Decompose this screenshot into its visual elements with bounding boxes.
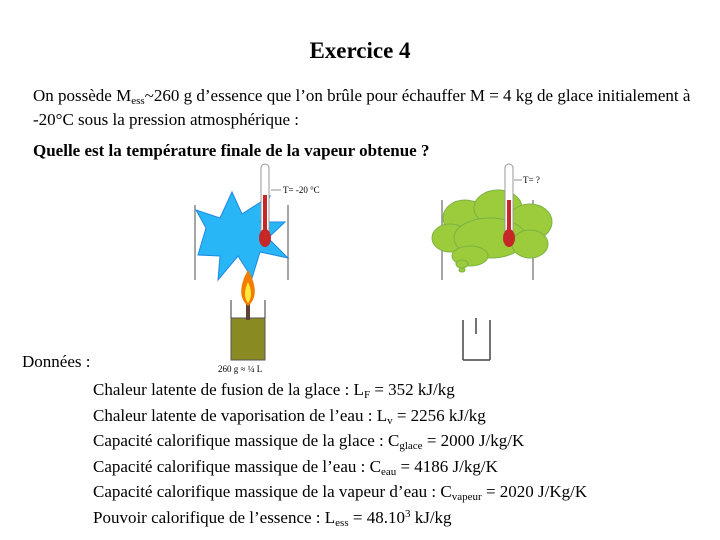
data-unit: kJ/kg — [410, 507, 452, 527]
data-line-fusion — [93, 377, 587, 403]
burner-right — [463, 318, 490, 360]
data-line-vaporisation — [93, 403, 587, 429]
data-value: = 2256 kJ/kg — [392, 405, 486, 425]
intro-text — [33, 84, 693, 132]
intro-sub: ess — [131, 95, 145, 107]
data-subscript: ess — [335, 516, 349, 529]
data-value: = 2000 J/kg/K — [422, 431, 525, 450]
ice-splash — [196, 192, 288, 280]
data-text: Pouvoir calorifique de l’essence : L — [93, 507, 336, 527]
data-subscript: v — [387, 414, 393, 427]
data-text: Capacité calorifique massique de la glace : C — [93, 431, 400, 450]
question-text: Quelle est la température finale de la vapeur obtenue ? — [33, 141, 430, 160]
fuel-label: 260 g ≈ ¼ L — [218, 364, 263, 374]
intro-part-1: On possède M — [33, 86, 132, 105]
data-text: Chaleur latente de vaporisation de l’eau : L — [93, 405, 388, 425]
data-subscript: F — [363, 389, 371, 401]
data-line-cp-eau — [93, 454, 587, 480]
data-value: = 352 kJ/kg — [370, 380, 455, 399]
data-subscript: vapeur — [451, 491, 482, 503]
thermometer-left-icon — [259, 164, 281, 247]
left-temperature-label: T= -20 °C — [283, 185, 320, 195]
data-value: = 2020 J/Kg/K — [481, 482, 588, 501]
data-superscript: 3 — [404, 507, 411, 520]
data-text: Capacité calorifique massique de l’eau : C — [93, 456, 381, 476]
burner-left — [231, 298, 265, 360]
data-line-cp-glace — [93, 428, 587, 454]
right-temperature-label: T= ? — [523, 175, 540, 185]
experiment-illustration — [180, 160, 560, 375]
data-line-cp-vapeur — [93, 479, 587, 505]
data-heading: Données : — [22, 352, 91, 371]
intro-part-2: ~260 g d’essence que l’on brûle pour échauffer M = 4 kg de glace initialement à -20°C sous la pression atmosphérique : — [33, 86, 691, 129]
vapor-cloud — [432, 190, 552, 272]
data-text: Capacité calorifique massique de la vapeur d’eau : C — [93, 482, 452, 501]
data-subscript: eau — [380, 465, 397, 478]
data-value: = 4186 J/kg/K — [396, 456, 498, 476]
exercise-title: Exercice 4 — [309, 38, 411, 63]
data-subscript: glace — [399, 440, 423, 452]
data-value: = 48.10 — [348, 507, 405, 527]
data-list — [93, 377, 587, 530]
data-text: Chaleur latente de fusion de la glace : L — [93, 380, 364, 399]
data-line-pouvoir — [93, 505, 587, 531]
